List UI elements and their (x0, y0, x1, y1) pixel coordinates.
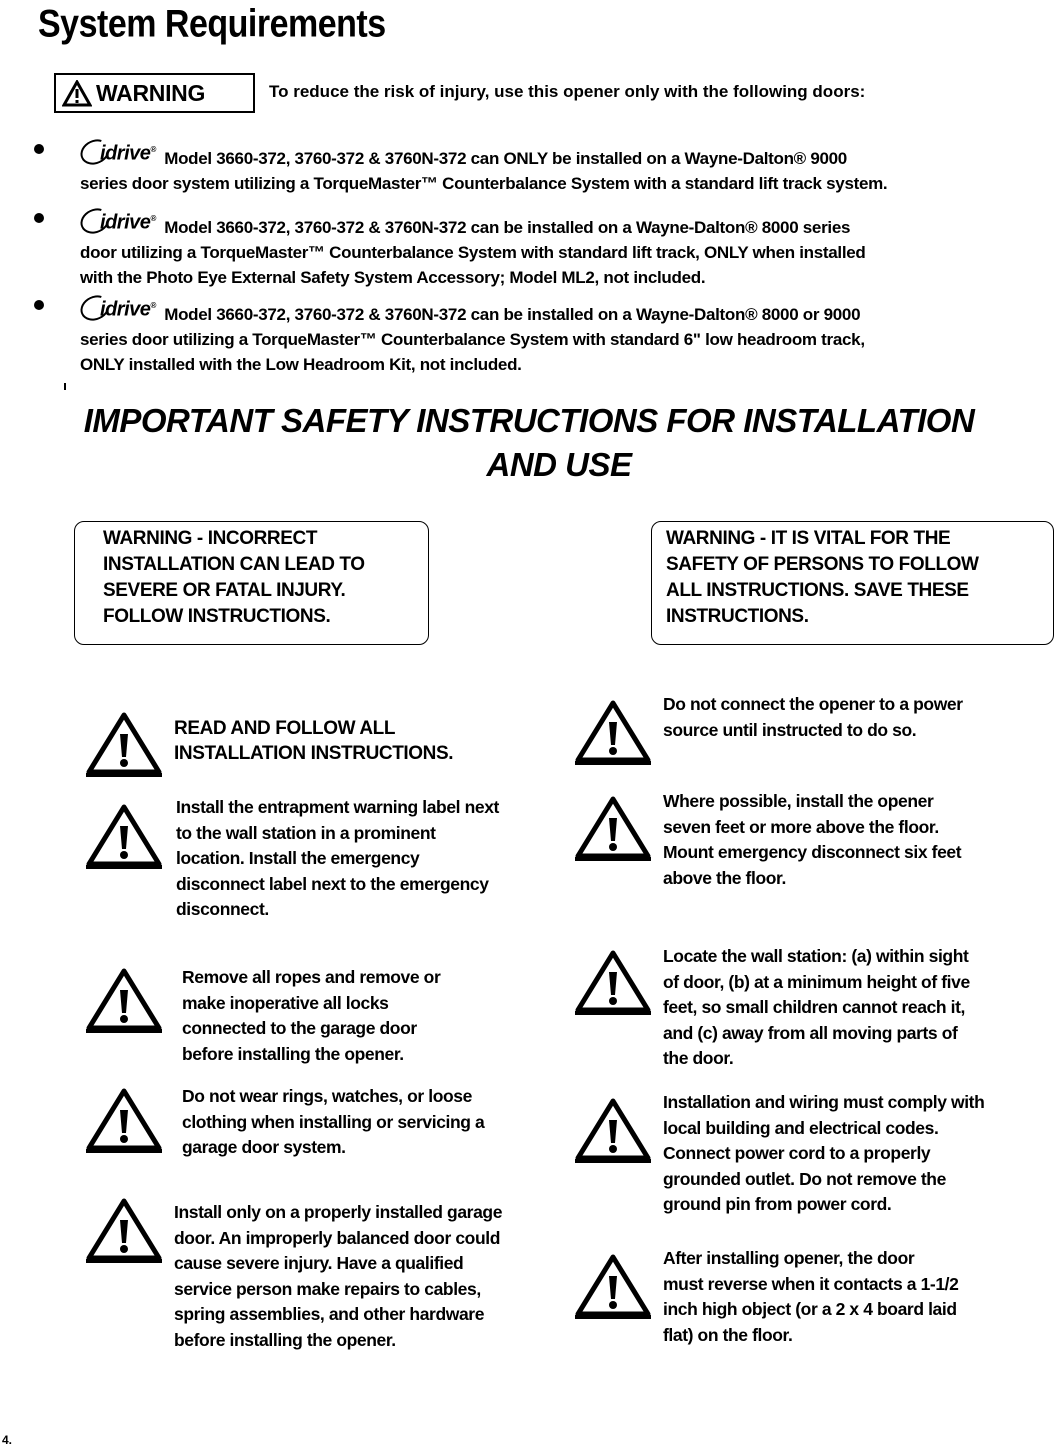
requirement-line: series door utilizing a TorqueMaster™ Counterbalance System with standard 6" low headroom track, (80, 329, 865, 349)
warning-triangle-icon (575, 950, 651, 1016)
callout-line: INSTRUCTIONS. (666, 606, 809, 627)
callout-line: SAFETY OF PERSONS TO FOLLOW (666, 554, 979, 575)
instruction-item: Installation and wiring must comply with local building and electrical codes. Connect power cord to a properly grounded outlet. Do not remove the ground pin from power cord. (663, 1092, 985, 1214)
instruction-item: Locate the wall station: (a) within sight of door, (b) at a minimum height of five feet, so small children cannot reach it, and (c) away from all moving parts of the door. (663, 946, 970, 1068)
callout-line: WARNING - IT IS VITAL FOR THE (666, 528, 951, 549)
requirement-line: door utilizing a TorqueMaster™ Counterbalance System with standard lift track, ONLY when installed (80, 242, 866, 262)
warning-callout-right (651, 521, 1054, 645)
warning-text: To reduce the risk of injury, use this opener only with the following doors: (269, 82, 866, 101)
idrive-logo: idrive® (80, 137, 156, 167)
safety-heading-line1: IMPORTANT SAFETY INSTRUCTIONS FOR INSTALLATION (83, 402, 975, 439)
requirement-item (80, 137, 1058, 196)
warning-triangle-icon (86, 1198, 162, 1264)
callout-line: SEVERE OR FATAL INJURY. (103, 580, 346, 601)
warning-triangle-icon (62, 80, 92, 107)
warning-label: WARNING (96, 79, 206, 106)
requirement-line: Model 3660-372, 3760-372 & 3760N-372 can be installed on a Wayne-Dalton® 8000 series (164, 217, 851, 237)
warning-triangle-icon (575, 700, 651, 766)
warning-badge (54, 73, 255, 113)
requirement-line: Model 3660-372, 3760-372 & 3760N-372 can ONLY be installed on a Wayne-Dalton® 9000 (164, 148, 847, 168)
instruction-item: Install only on a properly installed garage door. An improperly balanced door could cause severe injury. Have a qualified service person make repairs to cables, spring assemblies, and other hardware before installing the opener. (174, 1202, 503, 1350)
requirement-line: series door system utilizing a TorqueMaster™ Counterbalance System with a standard lift track system. (80, 173, 888, 193)
instruction-item: Do not wear rings, watches, or loose clothing when installing or servicing a garage door system. (182, 1086, 485, 1157)
instruction-item: Where possible, install the opener seven feet or more above the floor. Mount emergency disconnect six feet above the floor. (663, 791, 962, 888)
instruction-item: After installing opener, the door must reverse when it contacts a 1-1/2 inch high object (or a 2 x 4 board laid flat) on the floor. (663, 1248, 959, 1345)
idrive-logo: idrive® (80, 206, 156, 236)
requirement-line: with the Photo Eye External Safety System Accessory; Model ML2, not included. (80, 267, 706, 287)
warning-triangle-icon (86, 1088, 162, 1154)
warning-triangle-icon (575, 1254, 651, 1320)
bullet-icon (34, 213, 44, 223)
warning-triangle-icon (575, 1098, 651, 1164)
bullet-icon (34, 300, 44, 310)
bullet-icon (34, 144, 44, 154)
callout-line: WARNING - INCORRECT (103, 528, 318, 549)
instruction-item: Remove all ropes and remove or make inoperative all locks connected to the garage door before installing the opener. (182, 967, 441, 1064)
requirement-item (80, 206, 1058, 290)
warning-triangle-icon (575, 796, 651, 862)
requirement-item (80, 293, 1058, 377)
page-number: 4. (2, 1433, 13, 1447)
page-title: System Requirements (38, 2, 386, 46)
warning-callout-left (74, 521, 429, 645)
warning-triangle-icon (86, 712, 162, 778)
requirement-line: Model 3660-372, 3760-372 & 3760N-372 can be installed on a Wayne-Dalton® 8000 or 9000 (164, 304, 861, 324)
warning-triangle-icon (86, 968, 162, 1034)
instruction-item: Install the entrapment warning label next to the wall station in a prominent location. Install the emergency disconnect label next to the emergency disconnect. (176, 797, 499, 919)
callout-line: INSTALLATION CAN LEAD TO (103, 554, 365, 575)
instruction-item: Do not connect the opener to a power source until instructed to do so. (663, 694, 963, 740)
stray-mark (64, 383, 66, 390)
warning-triangle-icon (86, 804, 162, 870)
instruction-item: READ AND FOLLOW ALL INSTALLATION INSTRUCTIONS. (174, 718, 454, 764)
requirement-line: ONLY installed with the Low Headroom Kit, not included. (80, 354, 522, 374)
idrive-logo: idrive® (80, 293, 156, 323)
safety-heading-line2: AND USE (486, 446, 632, 483)
callout-line: FOLLOW INSTRUCTIONS. (103, 606, 331, 627)
callout-line: ALL INSTRUCTIONS. SAVE THESE (666, 580, 969, 601)
